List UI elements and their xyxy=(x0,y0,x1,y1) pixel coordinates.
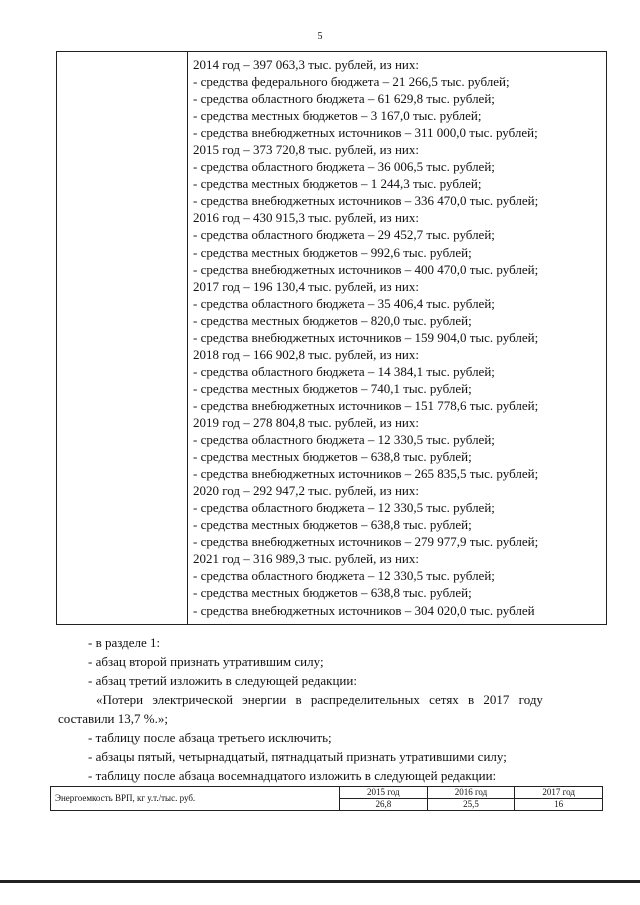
funding-line: - средства местных бюджетов – 638,8 тыс. рублей; xyxy=(193,585,472,601)
table-row-label: Энергоемкость ВРП, кг у.т./тыс. руб. xyxy=(51,787,340,811)
paragraph-line: - абзацы пятый, четырнадцатый, пятнадцатый признать утратившими силу; xyxy=(88,749,507,764)
paragraph-line: - абзац третий изложить в следующей редакции: xyxy=(88,673,357,688)
energy-intensity-table xyxy=(50,786,603,811)
funding-line: - средства внебюджетных источников – 265 835,5 тыс. рублей; xyxy=(193,466,539,482)
funding-line: - средства местных бюджетов – 1 244,3 тыс. рублей; xyxy=(193,176,482,192)
funding-line: - средства областного бюджета – 35 406,4 тыс. рублей; xyxy=(193,295,495,311)
table-header-cell: 2015 год xyxy=(340,787,428,799)
table-row xyxy=(51,787,603,799)
funding-line: - средства федерального бюджета – 21 266,5 тыс. рублей; xyxy=(193,74,510,90)
funding-line: 2016 год – 430 915,3 тыс. рублей, из них: xyxy=(193,210,419,226)
table-header-cell: 2016 год xyxy=(427,787,515,799)
funding-line: - средства областного бюджета – 29 452,7 тыс. рублей; xyxy=(193,227,495,243)
funding-line: - средства внебюджетных источников – 304 020,0 тыс. рублей xyxy=(193,602,535,618)
funding-line: - средства местных бюджетов – 638,8 тыс. рублей; xyxy=(193,449,472,465)
funding-line: 2019 год – 278 804,8 тыс. рублей, из них: xyxy=(193,414,419,430)
funding-line: 2018 год – 166 902,8 тыс. рублей, из них: xyxy=(193,346,419,362)
funding-line: - средства внебюджетных источников – 400 470,0 тыс. рублей; xyxy=(193,261,539,277)
funding-line: - средства областного бюджета – 14 384,1 тыс. рублей; xyxy=(193,363,495,379)
funding-line: - средства внебюджетных источников – 279 977,9 тыс. рублей; xyxy=(193,534,539,550)
funding-line: - средства областного бюджета – 12 330,5 тыс. рублей; xyxy=(193,568,495,584)
table-value-cell: 16 xyxy=(515,799,603,811)
funding-line: - средства областного бюджета – 12 330,5 тыс. рублей; xyxy=(193,432,495,448)
funding-line: - средства областного бюджета – 12 330,5 тыс. рублей; xyxy=(193,500,495,516)
funding-table-left-cell xyxy=(57,52,188,624)
paragraph-line: - в разделе 1: xyxy=(88,635,161,650)
table-header-cell: 2017 год xyxy=(515,787,603,799)
funding-table-right-cell xyxy=(188,52,606,624)
funding-line: - средства внебюджетных источников – 151 778,6 тыс. рублей; xyxy=(193,397,539,413)
funding-line: - средства внебюджетных источников – 311 000,0 тыс. рублей; xyxy=(193,125,538,141)
funding-line: 2015 год – 373 720,8 тыс. рублей, из них: xyxy=(193,142,419,158)
paragraph-line: - таблицу после абзаца третьего исключить; xyxy=(88,730,332,745)
paragraph-line: - абзац второй признать утратившим силу; xyxy=(88,654,324,669)
funding-line: 2021 год – 316 989,3 тыс. рублей, из них: xyxy=(193,551,419,567)
table-value-cell: 26,8 xyxy=(340,799,428,811)
table-value-cell: 25,5 xyxy=(427,799,515,811)
paragraph-line: - таблицу после абзаца восемнадцатого изложить в следующей редакции: xyxy=(88,768,497,783)
funding-line: - средства местных бюджетов – 638,8 тыс. рублей; xyxy=(193,517,472,533)
funding-line: - средства внебюджетных источников – 336 470,0 тыс. рублей; xyxy=(193,193,539,209)
funding-line: 2017 год – 196 130,4 тыс. рублей, из них: xyxy=(193,278,419,294)
bottom-rule xyxy=(0,880,640,883)
funding-line: 2020 год – 292 947,2 тыс. рублей, из них: xyxy=(193,483,419,499)
funding-table xyxy=(56,51,607,625)
funding-line: 2014 год – 397 063,3 тыс. рублей, из них: xyxy=(193,57,419,72)
funding-line: - средства местных бюджетов – 740,1 тыс. рублей; xyxy=(193,380,472,396)
funding-line: - средства внебюджетных источников – 159 904,0 тыс. рублей; xyxy=(193,329,539,345)
amendment-text xyxy=(58,633,608,785)
funding-line: - средства местных бюджетов – 992,6 тыс. рублей; xyxy=(193,244,472,260)
funding-line: - средства областного бюджета – 61 629,8 тыс. рублей; xyxy=(193,91,495,107)
funding-line: - средства местных бюджетов – 820,0 тыс. рублей; xyxy=(193,312,472,328)
quoted-paragraph: «Потери электрической энергии в распределительных сетях в 2017 году xyxy=(96,692,543,707)
funding-line: - средства областного бюджета – 36 006,5 тыс. рублей; xyxy=(193,159,495,175)
quoted-paragraph-continuation: составили 13,7 %.»; xyxy=(58,711,168,726)
page-number: 5 xyxy=(317,31,323,42)
funding-line: - средства местных бюджетов – 3 167,0 тыс. рублей; xyxy=(193,108,482,124)
